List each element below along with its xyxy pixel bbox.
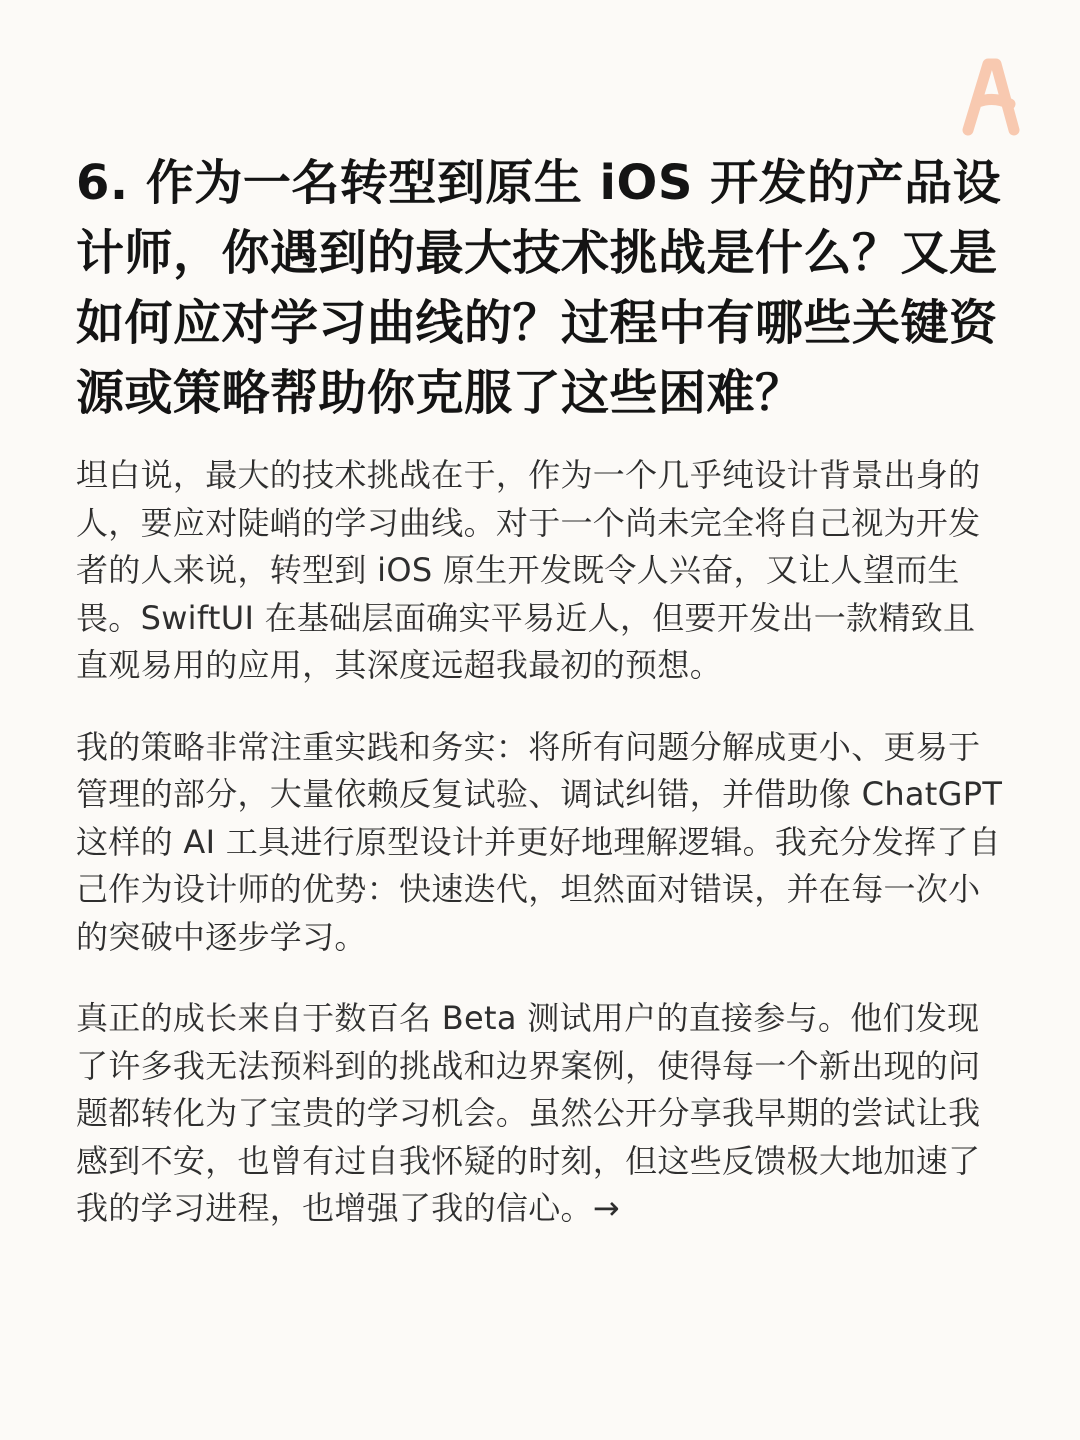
answer-paragraph-3: 真正的成长来自于数百名 Beta 测试用户的直接参与。他们发现了许多我无法预料到的挑战和边界案例，使得每一个新出现的问题都转化为了宝贵的学习机会。虽然公开分享我早期的尝试让我感到不安，也曾有过自我怀疑的时刻，但这些反馈极大地加速了我的学习进程，也增强了我的信心。→: [76, 999, 981, 1227]
answer-paragraph-1: 坦白说，最大的技术挑战在于，作为一个几乎纯设计背景出身的人，要应对陡峭的学习曲线。对于一个尚未完全将自己视为开发者的人来说，转型到 iOS 原生开发既令人兴奋，又让人望而生畏。SwiftUI 在基础层面确实平易近人，但要开发出一款精致且直观易用的应用，其深度远超我最初的预想。: [76, 456, 981, 684]
article: [76, 148, 1006, 1267]
question-heading: 6. 作为一名转型到原生 iOS 开发的产品设计师，你遇到的最大技术挑战是什么？又是如何应对学习曲线的？过程中有哪些关键资源或策略帮助你克服了这些困难？: [76, 155, 1002, 421]
answer-paragraph-2: 我的策略非常注重实践和务实：将所有问题分解成更小、更易于管理的部分，大量依赖反复试验、调试纠错，并借助像 ChatGPT 这样的 AI 工具进行原型设计并更好地理解逻辑。我充分发挥了自己作为设计师的优势：快速迭代，坦然面对错误，并在每一次小的突破中逐步学习。: [76, 727, 1003, 956]
brand-logo-icon: [960, 56, 1022, 136]
